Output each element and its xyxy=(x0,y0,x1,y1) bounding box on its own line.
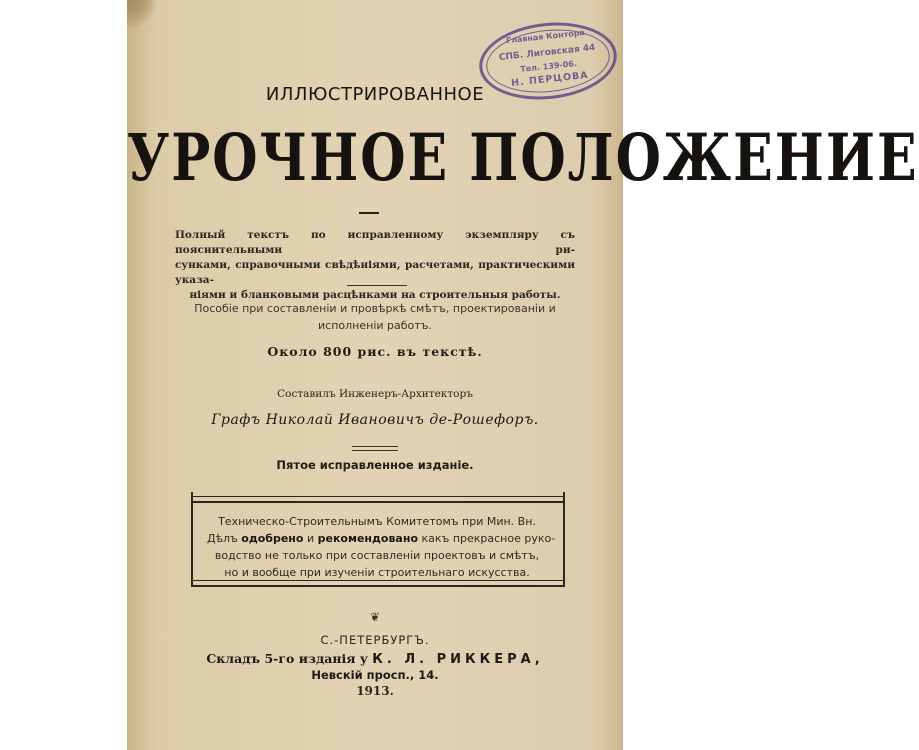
compiled-by: Составилъ Инженеръ-Архитекторъ xyxy=(277,388,473,400)
approval-box xyxy=(207,513,556,581)
box-left-rule xyxy=(191,492,193,587)
description-line: ніями и бланковыми расцѣнками на строительныя работы. xyxy=(189,289,561,301)
edition-note: Пятое исправленное изданіе. xyxy=(276,458,474,472)
approved-word: одобрено xyxy=(241,532,304,545)
description xyxy=(175,228,575,303)
approval-line: Дѣлъ одобрено и рекомендовано какъ прекрасное руко- xyxy=(207,532,556,545)
approval-line: но и вообще при изученіи строительнаго искусства. xyxy=(224,566,530,579)
author-name: Графъ Николай Ивановичъ де-Рошефоръ. xyxy=(211,412,539,428)
purpose-text xyxy=(127,300,623,334)
imprint-city: С.-ПЕТЕРБУРГЪ. xyxy=(320,633,430,647)
approval-line: водство не только при составленіи проектовъ и смѣтъ, xyxy=(214,549,540,562)
stamp-line-1: Главная Контора xyxy=(505,28,586,46)
purpose-line: Пособіе при составленіи и провѣркѣ смѣтъ, проектированіи и xyxy=(194,302,556,315)
imprint-address: Невскій просп., 14. xyxy=(311,668,439,682)
description-line: Полный текстъ по исправленному экземпляру съ пояснительными ри- xyxy=(175,229,575,256)
imprint-publisher: Складъ 5-го изданія у К. Л. РИККЕРА, xyxy=(206,651,544,667)
double-rule xyxy=(352,446,398,451)
stamp-line-4: Н. ПЕРЦОВА xyxy=(510,69,590,89)
recommended-word: рекомендовано xyxy=(317,532,419,545)
divider-rule xyxy=(347,285,407,286)
description-line: сунками, справочными свѣдѣніями, расчетами, практическими указа- xyxy=(175,259,575,286)
box-bottom-rule xyxy=(191,580,563,587)
illustrations-count: Около 800 рис. въ текстѣ. xyxy=(267,344,483,359)
divider-dash xyxy=(359,212,379,214)
publisher-name: К. Л. РИККЕРА, xyxy=(372,652,544,667)
box-right-rule xyxy=(563,492,565,587)
imprint-year: 1913. xyxy=(356,684,394,698)
approval-line: Техническо-Строительнымъ Комитетомъ при Мин. Вн. xyxy=(218,515,536,528)
box-top-rule xyxy=(191,496,563,503)
purpose-line: исполненіи работъ. xyxy=(318,319,432,332)
title-prefix: ИЛЛЮСТРИРОВАННОЕ xyxy=(265,84,485,105)
ornament-icon: ❦ xyxy=(369,610,381,624)
title-page xyxy=(127,0,919,750)
main-title: УРОЧНОЕ ПОЛОЖЕНИЕ xyxy=(127,120,919,197)
stamp-line-3: Тел. 139-06. xyxy=(519,59,578,74)
stamp-line-2: СПБ. Лиговская 44 xyxy=(498,43,596,64)
